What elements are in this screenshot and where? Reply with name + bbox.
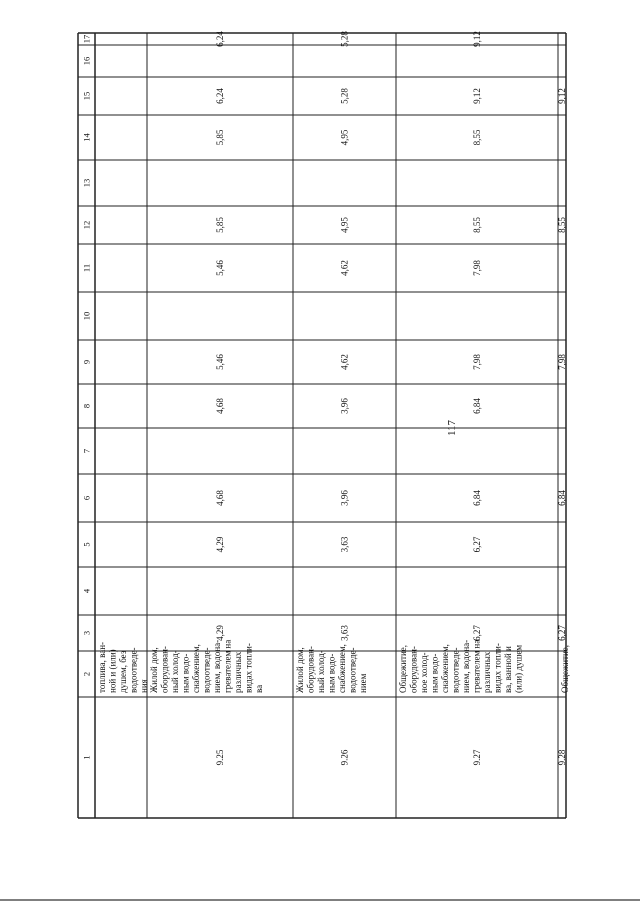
cell-value: 4,62 [339,260,350,276]
column-header: 7 [81,448,92,454]
row-description-line: оборудован- [159,646,170,693]
cell-value: 9,12 [472,88,482,104]
row-description-line: ное холод- [419,652,429,693]
column-header: 16 [81,56,92,66]
row-description-line: оборудован- [408,646,419,693]
cell-value: 5,28 [339,88,350,104]
row-description-line: ный холод- [316,650,326,693]
column-header: 8 [81,403,92,409]
column-header: 11 [81,263,92,273]
row-description-line: нием, водона- [461,639,471,693]
column-header: 10 [81,311,92,321]
cell-value: 7,98 [557,354,567,370]
column-header: 13 [81,178,92,188]
row-description-line: гревателем на [222,639,233,693]
cell-value: 8,55 [557,217,567,233]
cell-value: 9,12 [472,31,482,47]
cell-value: 5,85 [215,217,225,233]
row-description-line: водоотведе- [128,647,139,693]
row-description-line: видах топли- [243,643,254,693]
row-description-line: ва [254,684,264,693]
cell-value: 6,27 [472,536,482,553]
column-header: 9 [81,359,92,365]
cell-value: 5,46 [215,354,225,370]
cell-value: 4,95 [339,217,350,233]
cell-value: 4,95 [339,129,350,146]
row-description-line: водоотведе- [347,647,358,693]
row-description-line: снабжением, [191,644,201,693]
cell-value: 6,27 [557,625,567,641]
cell-value: 8,55 [472,129,482,146]
row-description-line: Жилой дом, [149,647,159,693]
cell-value: 5,46 [215,260,225,276]
row-description-line: Общежитие, [560,644,570,693]
row-description-line: ный холод- [170,650,180,693]
cell-value: 6,24 [215,31,225,47]
page-number: 117 [446,419,458,437]
cell-value: 4,29 [215,625,225,641]
cell-value: 4,68 [215,490,225,506]
cell-value: 9,12 [557,88,567,104]
row-description-line: снабжением, [440,644,450,693]
column-header: 14 [81,133,92,142]
row-description-line: нием, водона- [212,639,222,693]
cell-value: 8,55 [472,217,482,233]
row-description-line: душем, без [118,650,128,693]
cell-value: 4,29 [215,536,225,553]
row-description-line: ва, ванной и [503,646,513,693]
row-number: 9.27 [472,749,482,766]
cell-value: 5,28 [339,31,350,47]
row-description-line: ным водо- [326,653,337,693]
row-description-line: ния [139,679,149,693]
row-description-line: ной и (или) [107,649,118,693]
cell-value: 3,63 [339,536,350,553]
row-description-line: видах топли- [492,643,503,693]
row-description-line: ным водо- [429,653,440,693]
row-description-line: различных [233,651,243,693]
cell-value: 7,98 [472,354,482,370]
column-header: 12 [81,220,92,230]
cell-value: 4,68 [215,398,225,414]
cell-value: 6,84 [557,490,567,506]
cell-value: 7,98 [472,260,482,276]
row-description-line: Общежитие, [398,644,408,693]
row-number: 9.28 [557,749,567,766]
row-description-line: снабжением, [337,644,347,693]
column-header: 17 [81,34,92,44]
row-description-line: гревателем на [471,639,482,693]
row-description-line: Жилой дом, [295,647,305,693]
cell-value: 5,85 [215,129,225,146]
cell-value: 6,84 [472,490,482,506]
row-number: 9.25 [215,749,225,766]
cell-value: 3,96 [339,490,350,506]
cell-value: 3,96 [339,398,350,414]
row-description-line: (или) душем [513,644,524,693]
row-description-line: ным водо- [180,653,191,693]
column-header: 2 [81,671,92,677]
cell-value: 6,84 [472,398,482,414]
row-description-line: различных [482,651,492,693]
column-header: 4 [81,588,92,594]
row-description-line: нием [358,673,368,693]
row-description-line: водоотведе- [201,647,212,693]
row-number: 9.26 [339,749,350,766]
row-description-line: оборудован- [305,646,316,693]
cell-value: 4,62 [339,354,350,370]
row-description-line: водоотведе- [450,647,461,693]
row-description-line: топлива, ван- [97,641,107,693]
column-header: 15 [81,91,92,101]
column-header: 1 [81,755,92,760]
cell-value: 3,63 [339,625,350,641]
column-header: 6 [81,495,92,501]
column-header: 3 [81,630,92,636]
cell-value: 6,24 [215,88,225,104]
cell-value: 6,27 [472,625,482,641]
column-header: 5 [81,542,92,547]
